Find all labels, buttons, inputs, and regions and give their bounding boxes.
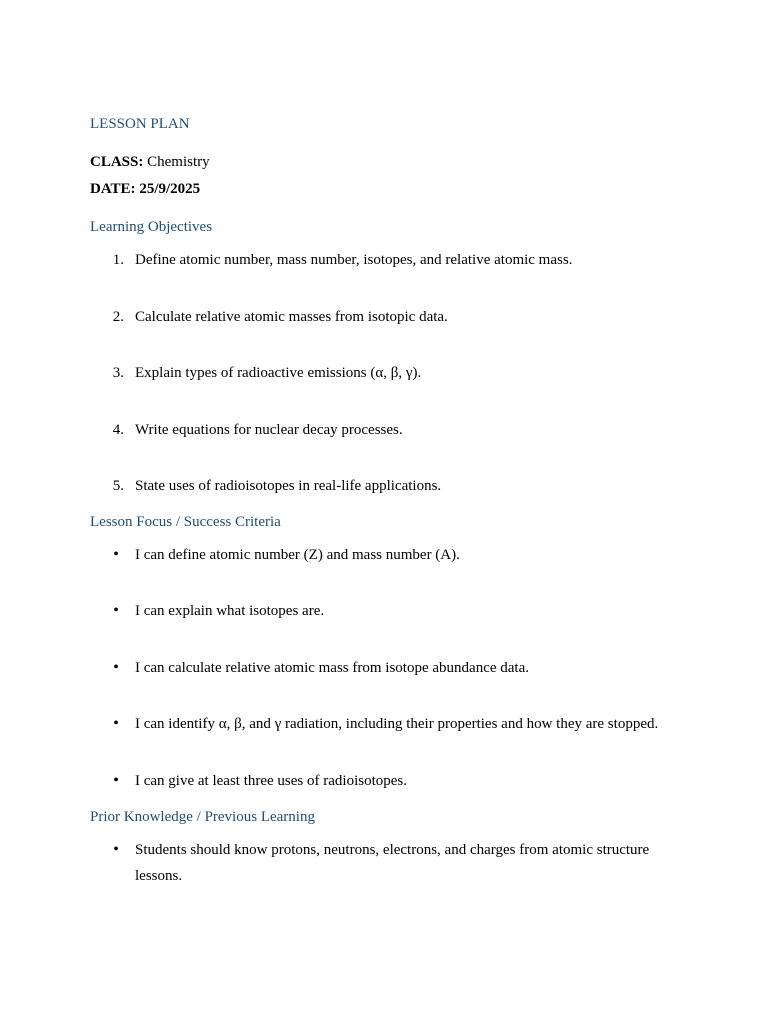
list-item-text: Explain types of radioactive emissions (α, β, γ).	[135, 365, 422, 381]
list-item-text: Define atomic number, mass number, isotopes, and relative atomic mass.	[135, 252, 573, 268]
list-item-text: Calculate relative atomic masses from isotopic data.	[135, 309, 448, 325]
date-line	[90, 181, 200, 198]
bullet-icon: •	[113, 546, 119, 563]
date-value: 25/9/2025	[139, 181, 201, 197]
list-item-text: I can calculate relative atomic mass from isotope abundance data.	[135, 660, 529, 676]
list-item-text: I can explain what isotopes are.	[135, 603, 325, 619]
bullet-icon: •	[113, 841, 119, 858]
bullet-icon: •	[113, 602, 119, 619]
list-marker: 1.	[112, 252, 124, 268]
bullet-icon: •	[113, 772, 119, 789]
list-item-text: I can identify α, β, and γ radiation, including their properties and how they are stopped.	[135, 716, 659, 732]
success-criteria-heading: Lesson Focus / Success Criteria	[90, 514, 281, 530]
class-line	[90, 154, 210, 171]
date-label: DATE:	[90, 181, 136, 197]
list-item-text: I can give at least three uses of radioisotopes.	[135, 773, 407, 789]
list-item-text: Write equations for nuclear decay processes.	[135, 422, 403, 438]
list-marker: 4.	[112, 422, 124, 438]
prior-knowledge-heading: Prior Knowledge / Previous Learning	[90, 809, 315, 825]
list-item-text: Students should know protons, neutrons, electrons, and charges from atomic structure lessons.	[135, 842, 650, 884]
list-item-text: I can define atomic number (Z) and mass number (A).	[135, 547, 460, 563]
list-marker: 5.	[112, 478, 124, 494]
learning-objectives-heading: Learning Objectives	[90, 219, 213, 235]
bullet-icon: •	[113, 715, 119, 732]
class-value: Chemistry	[147, 154, 210, 170]
document-title: LESSON PLAN	[90, 116, 190, 132]
list-item-text: State uses of radioisotopes in real-life applications.	[135, 478, 442, 494]
bullet-icon: •	[113, 659, 119, 676]
list-marker: 2.	[112, 309, 124, 325]
class-label: CLASS:	[90, 154, 144, 170]
list-marker: 3.	[112, 365, 124, 381]
